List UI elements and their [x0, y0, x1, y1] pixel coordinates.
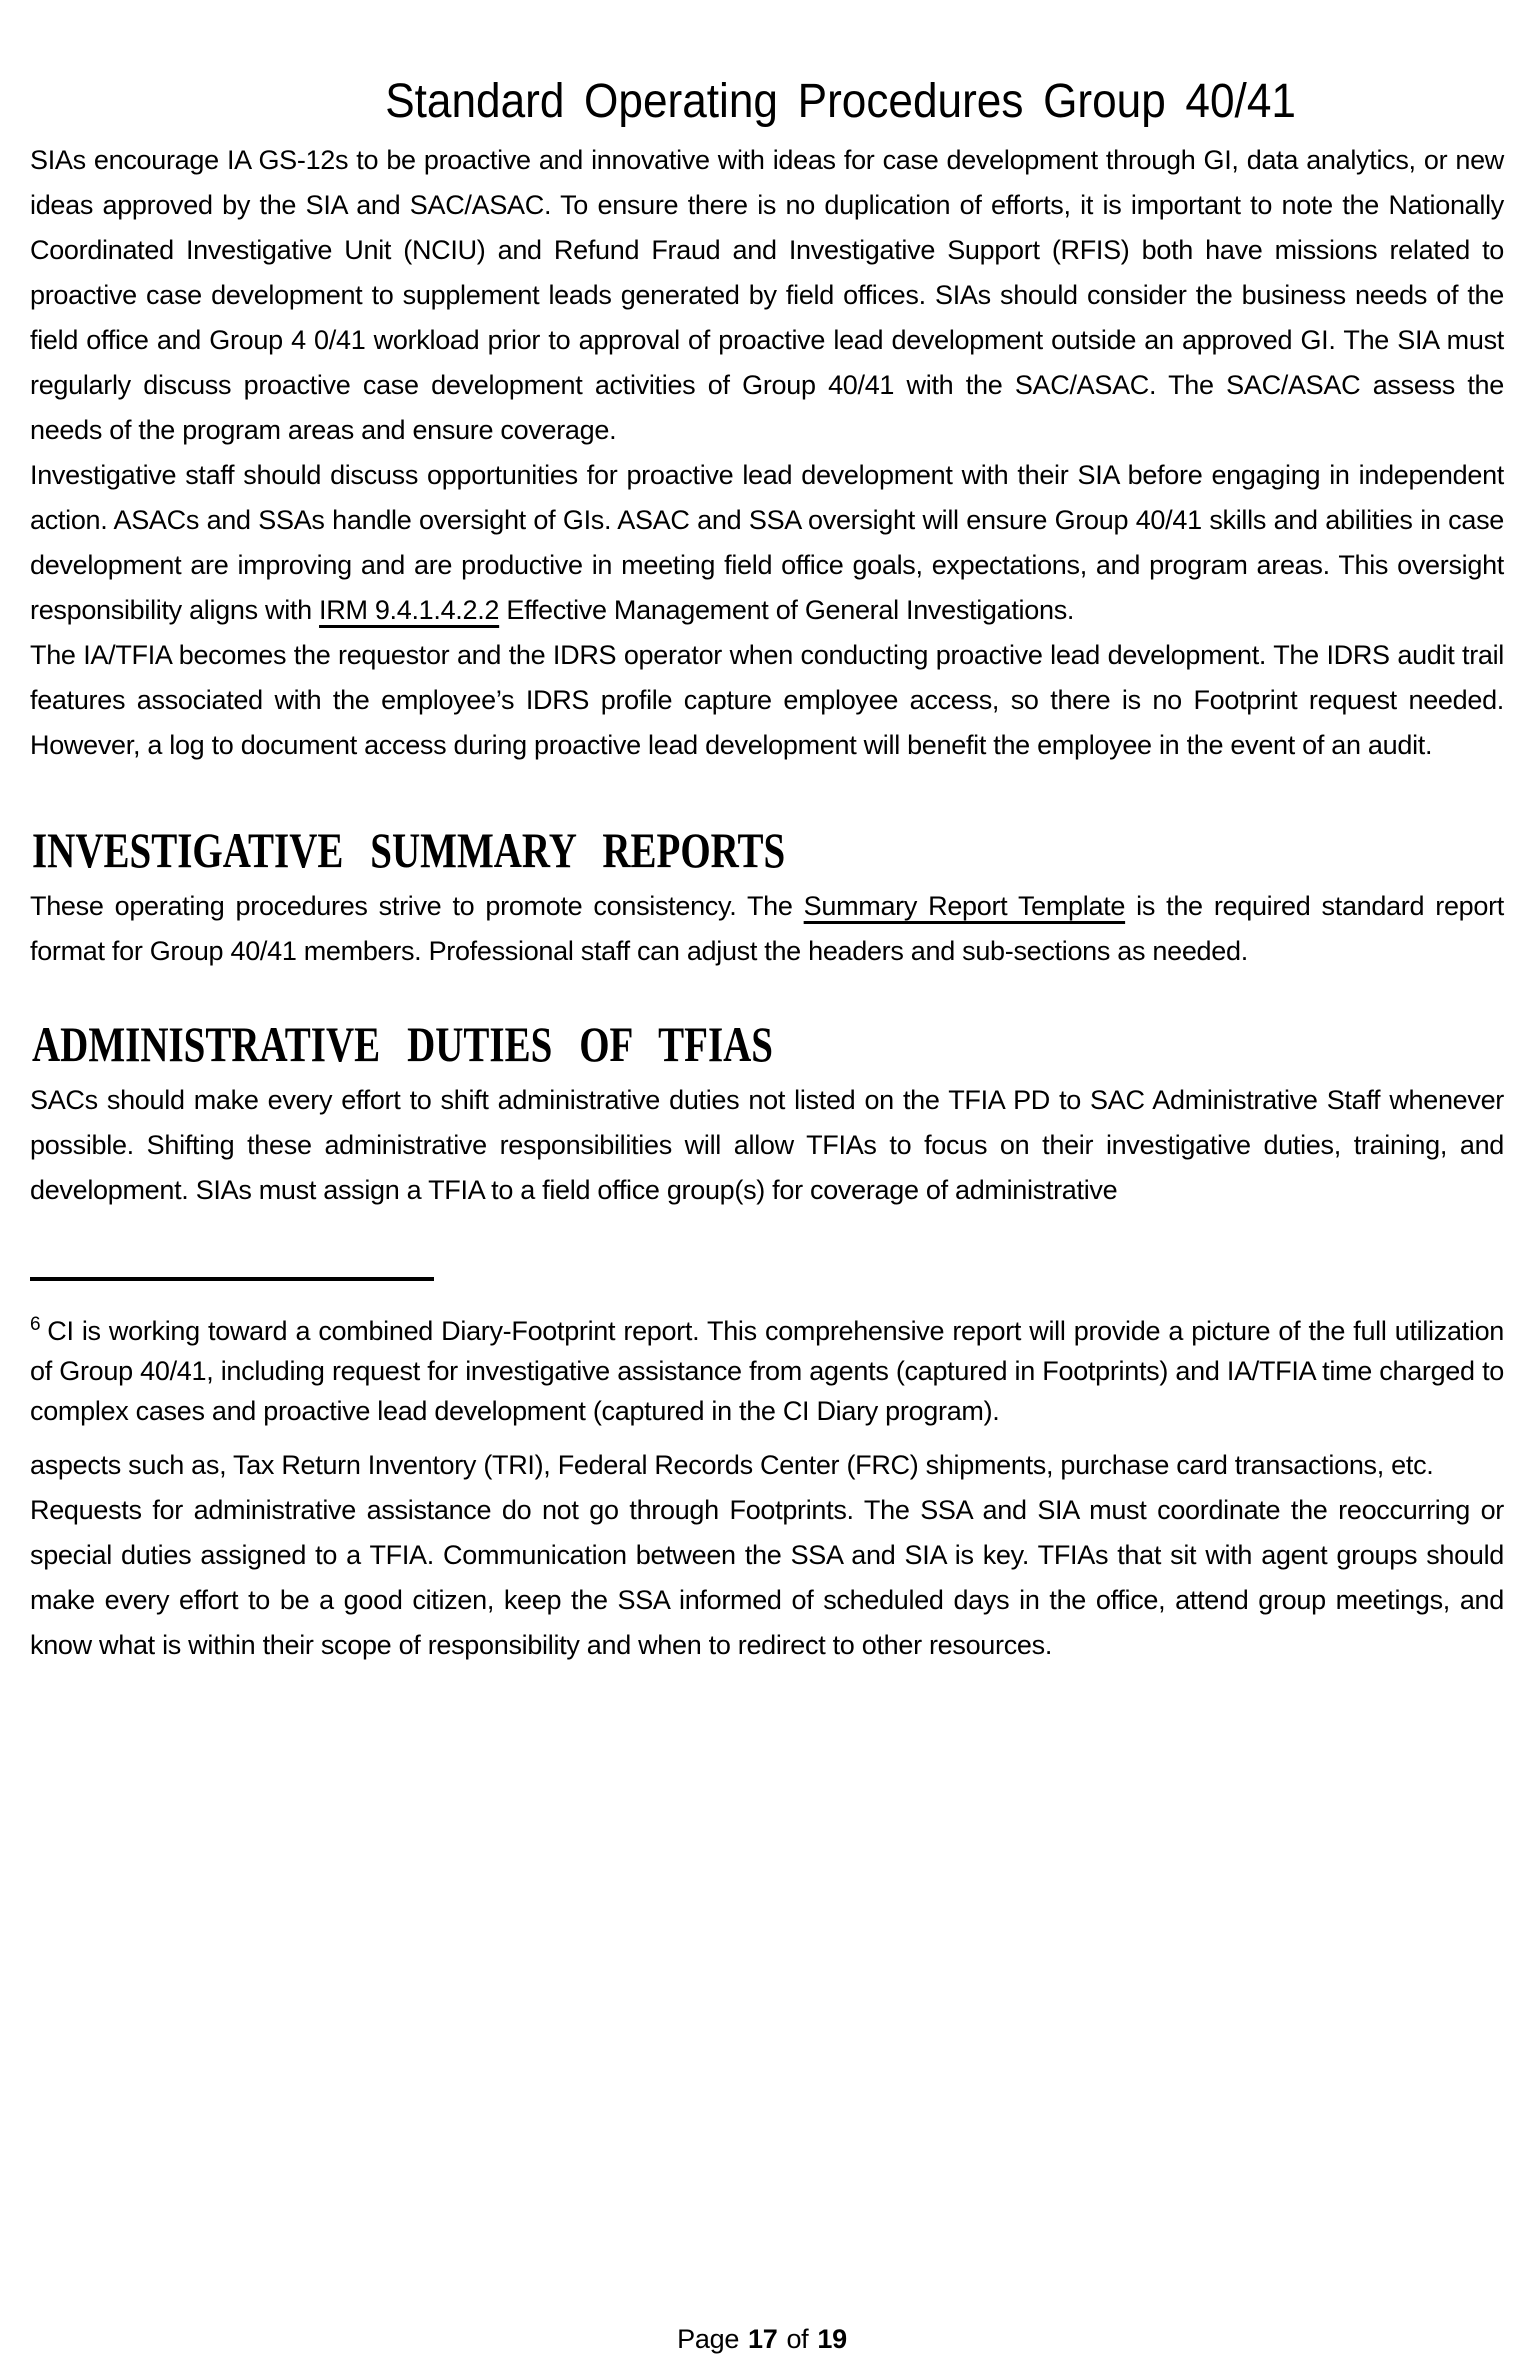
- paragraph-text-before-link: These operating procedures strive to promote consistency. The: [30, 891, 804, 921]
- document-content: [0, 72, 1524, 1668]
- paragraph-text-after-link: is the required standard report format for Group 40/41 members. Professional staff can adjust the headers and sub-sections as needed.: [30, 891, 1505, 966]
- footnote-separator: [30, 1277, 434, 1281]
- footer-page-label: Page: [677, 2324, 740, 2354]
- paragraph-proactive-case-development: SIAs encourage IA GS-12s to be proactive and innovative with ideas for case development through GI, data analytics, or new ideas approved by the SIA and SAC/ASAC. To ensure there is no duplication of efforts, it is important to note the Nationally Coordinated Investigative Unit (NCIU) and Refund Fraud and Investigative Support (RFIS) both have missions related to proactive case development to supplement leads generated by field offices. SIAs should consider the business needs of the field office and Group 4 0/41 workload prior to approval of proactive lead development outside an approved GI. The SIA must regularly discuss proactive case development activities of Group 40/41 with the SAC/ASAC. The SAC/ASAC assess the needs of the program areas and ensure coverage.: [30, 145, 1504, 445]
- footer-current-page: 17: [748, 2324, 778, 2354]
- document-title: Standard Operating Procedures Group 40/41: [385, 75, 1296, 128]
- heading-investigative-summary-reports: INVESTIGATIVE SUMMARY REPORTS: [32, 822, 786, 878]
- footnote-text: CI is working toward a combined Diary-Footprint report. This comprehensive report will provide a picture of the full utilization of Group 40/41, including request for investigative assistance from agents (captured in Footprints) and IA/TFIA time charged to complex cases and proactive lead development (captured in the CI Diary program).: [30, 1316, 1504, 1426]
- paragraph-sacs-shift-admin-duties: SACs should make every effort to shift administrative duties not listed on the TFIA PD to SAC Administrative Staff whenever possible. Shifting these administrative responsibilities will allow TFIAs to focus on their investigative duties, training, and development. SIAs must assign a TFIA to a field office group(s) for coverage of administrative: [30, 1085, 1504, 1205]
- paragraph-requests-admin-assistance: Requests for administrative assistance do not go through Footprints. The SSA and SIA must coordinate the reoccurring or special duties assigned to a TFIA. Communication between the SSA and SIA is key. TFIAs that sit with agent groups should make every effort to be a good citizen, keep the SSA informed of scheduled days in the office, attend group meetings, and know what is within their scope of responsibility and when to redirect to other resources.: [30, 1495, 1504, 1660]
- heading-administrative-duties-of-tfias: ADMINISTRATIVE DUTIES OF TFIAS: [32, 1016, 773, 1072]
- irm-9-4-1-4-2-2-link[interactable]: IRM 9.4.1.4.2.2: [319, 595, 500, 625]
- paragraph-investigative-staff-oversight: [30, 453, 1504, 633]
- footer-total-pages: 19: [817, 2324, 847, 2354]
- paragraph-admin-aspects-continuation: aspects such as, Tax Return Inventory (TRI), Federal Records Center (FRC) shipments, purchase card transactions, etc.: [30, 1450, 1434, 1480]
- footer-of-label: of: [786, 2324, 809, 2354]
- section-heading-row: [32, 1018, 1504, 1078]
- paragraph-ia-tfia-idrs: The IA/TFIA becomes the requestor and the IDRS operator when conducting proactive lead development. The IDRS audit trail features associated with the employee’s IDRS profile capture employee access, so there is no Footprint request needed. However, a log to document access during proactive lead development will benefit the employee in the event of an audit.: [30, 640, 1504, 760]
- document-title-row: [30, 72, 1504, 138]
- paragraph-summary-report-template: [30, 884, 1504, 974]
- paragraph-text-after-link: Effective Management of General Investigations.: [499, 595, 1075, 625]
- footnote-6: [30, 1305, 1504, 1431]
- page-number-footer: [0, 2324, 1524, 2354]
- footnote-marker: 6: [30, 1314, 41, 1335]
- summary-report-template-link[interactable]: Summary Report Template: [803, 891, 1126, 921]
- paragraph-text-before-link: Investigative staff should discuss opportunities for proactive lead development with their SIA before engaging in independent action. ASACs and SSAs handle oversight of GIs. ASAC and SSA oversight will ensure Group 40/41 skills and abilities in case development are improving and are productive in meeting field office goals, expectations, and program areas. This oversight responsibility aligns with: [30, 460, 1504, 625]
- section-heading-row: [32, 824, 1504, 884]
